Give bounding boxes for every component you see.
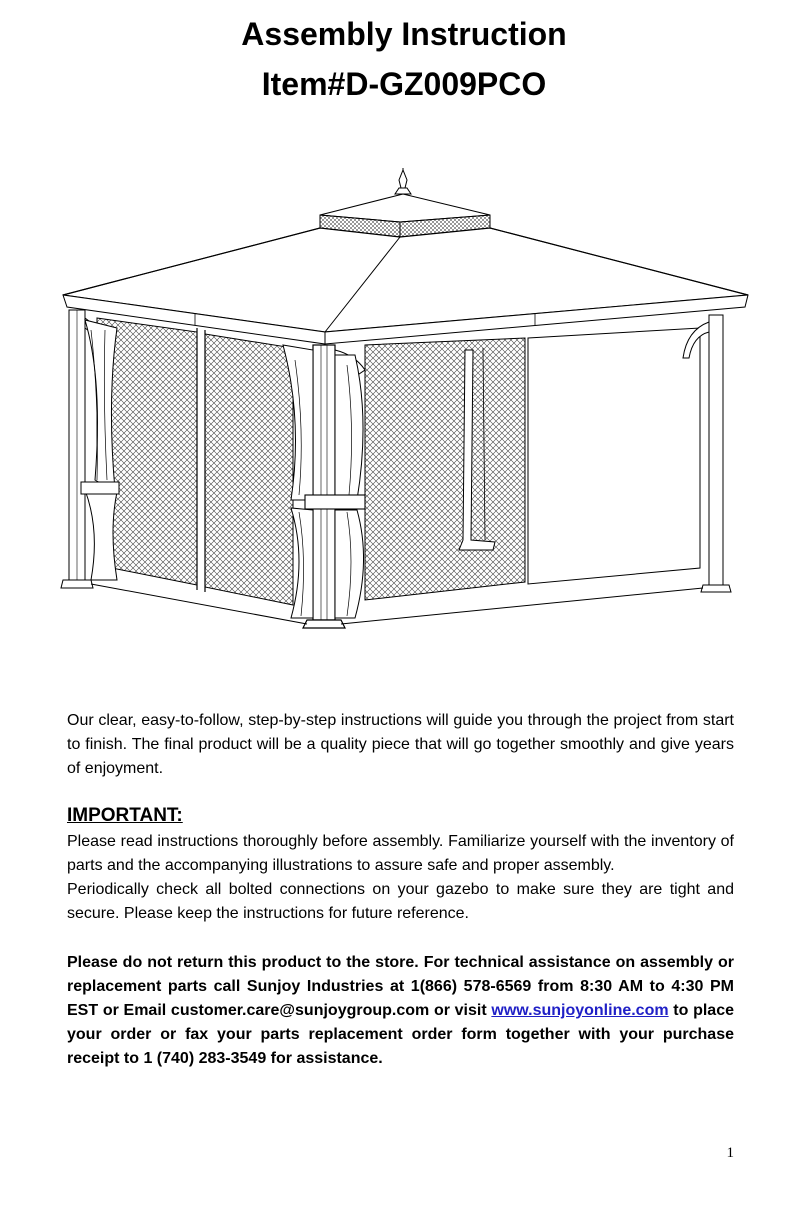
main-roof (63, 228, 748, 344)
left-mesh-panels (97, 318, 293, 605)
important-paragraph-1: Please read instructions thoroughly before assembly. Familiarize yourself with the inventory of parts and the accompanying illustrations to assure safe and proper assembly. (67, 833, 734, 874)
notice-text-2: to place your order or fax your parts replacement order form together with your purchase receipt to 1 (740) 283-3549 for assistance. (67, 1002, 734, 1067)
notice-text-1: Please do not return this product to the store. For technical assistance on assembly or replacement parts call Sunjoy Industries at 1(866) 578-6569 from 8:30 AM to 4:30 PM EST or Email customer.care@sunjoygroup.com or visit (67, 954, 734, 1019)
right-mesh-panels (365, 328, 700, 600)
finial (395, 168, 411, 194)
website-link[interactable]: www.sunjoyonline.com (491, 1002, 669, 1019)
important-paragraph-2: Periodically check all bolted connections on your gazebo to make sure they are tight and secure. Please keep the instructions for future reference. (67, 881, 734, 922)
support-notice (67, 951, 734, 1071)
intro-paragraph: Our clear, easy-to-follow, step-by-step instructions will guide you through the project from start to finish. The final product will be a quality piece that will go together smoothly and give years of enjoyment. (67, 712, 734, 777)
important-heading: IMPORTANT: (67, 805, 183, 826)
gazebo-illustration (55, 160, 755, 640)
page-title: Assembly Instruction (241, 16, 567, 52)
item-number: Item#D-GZ009PCO (261, 66, 547, 102)
page-number: 1 (726, 1145, 734, 1161)
